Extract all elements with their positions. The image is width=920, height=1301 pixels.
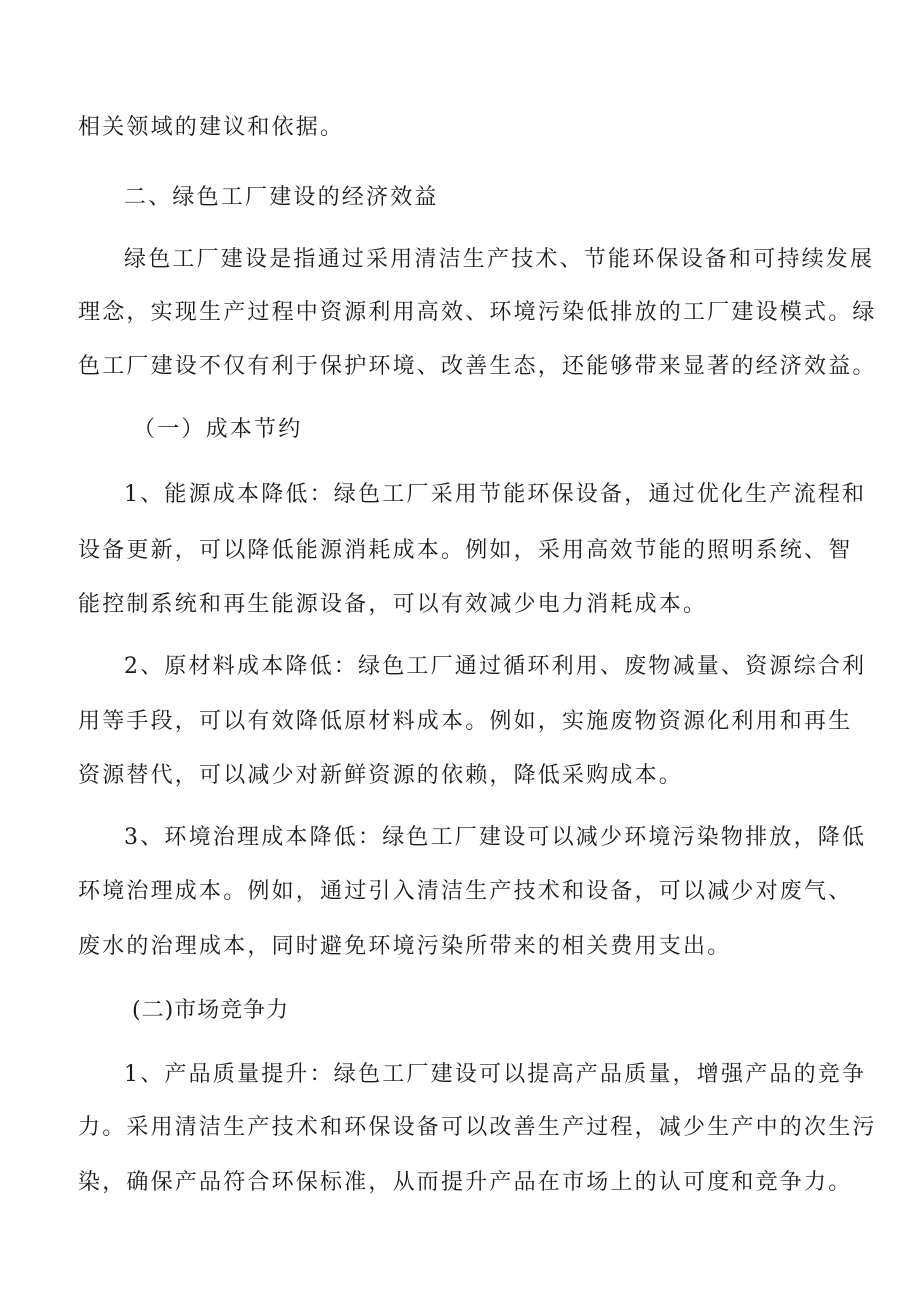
section-heading: 二、绿色工厂建设的经济效益	[124, 185, 439, 210]
paragraph-line: 废水的治理成本，同时避免环境污染所带来的相关费用支出。	[78, 934, 732, 959]
paragraph-line: 3、环境治理成本降低：绿色工厂建设可以减少环境污染物排放，降低	[124, 825, 867, 850]
paragraph-line: 染，确保产品符合环保标准，从而提升产品在市场上的认可度和竞争力。	[78, 1170, 853, 1195]
paragraph-line: 1、能源成本降低：绿色工厂采用节能环保设备，通过优化生产流程和	[124, 482, 867, 507]
paragraph-line: 1、产品质量提升：绿色工厂建设可以提高产品质量，增强产品的竞争	[124, 1062, 867, 1087]
paragraph-line: 2、原材料成本降低：绿色工厂通过循环利用、废物减量、资源综合利	[124, 654, 867, 679]
paragraph-line: 绿色工厂建设是指通过采用清洁生产技术、节能环保设备和可持续发展	[124, 247, 875, 272]
paragraph-line: 色工厂建设不仅有利于保护环境、改善生态，还能够带来显著的经济效益。	[78, 354, 877, 379]
paragraph-line: 资源替代，可以减少对新鲜资源的依赖，降低采购成本。	[78, 763, 684, 788]
paragraph-line: 相关领域的建议和依据。	[78, 115, 345, 140]
paragraph-line: 环境治理成本。例如，通过引入清洁生产技术和设备，可以减少对废气、	[78, 879, 853, 904]
paragraph-line: 用等手段，可以有效降低原材料成本。例如，实施废物资源化利用和再生	[78, 709, 853, 734]
paragraph-line: 能控制系统和再生能源设备，可以有效减少电力消耗成本。	[78, 592, 708, 617]
subsection-heading: (二)市场竞争力	[132, 998, 290, 1023]
paragraph-line: 理念，实现生产过程中资源利用高效、环境污染低排放的工厂建设模式。绿	[78, 300, 877, 325]
paragraph-line: 力。采用清洁生产技术和环保设备可以改善生产过程，减少生产中的次生污	[78, 1115, 877, 1140]
paragraph-line: 设备更新，可以降低能源消耗成本。例如，采用高效节能的照明系统、智	[78, 538, 853, 563]
subsection-heading: （一）成本节约	[133, 417, 303, 442]
